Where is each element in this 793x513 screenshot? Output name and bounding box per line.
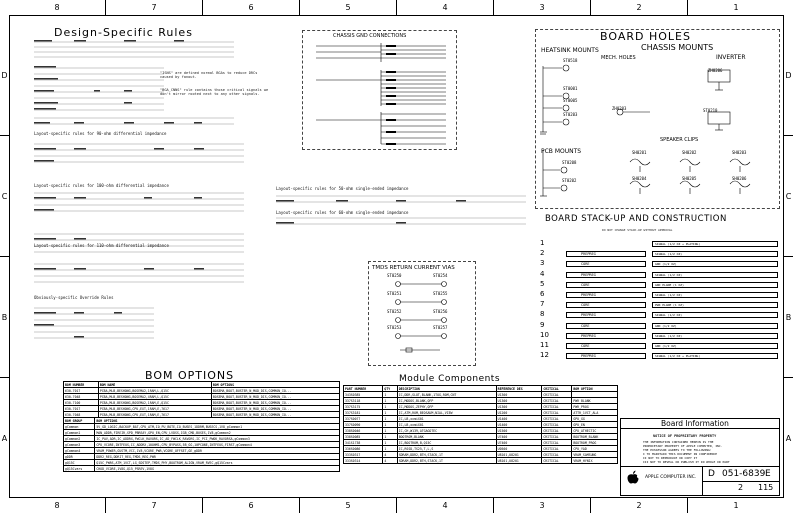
heatsink-mounts-label: HEATSINK MOUNTS bbox=[541, 47, 599, 54]
heatsink-part: ST0518 bbox=[563, 58, 578, 63]
title-block-divider bbox=[620, 466, 780, 467]
module-component-cell: IC,DDR,SLOT,BLANK,1TOG,ROM,CNT bbox=[397, 392, 496, 398]
speaker-clip-part: SH0206 bbox=[732, 176, 747, 181]
module-component-cell: 336S0086 bbox=[344, 446, 383, 452]
bom-option-cell: 630-7017 bbox=[64, 388, 99, 394]
module-component-cell: CRITICAL bbox=[542, 404, 572, 410]
module-component-cell: 1 bbox=[383, 446, 397, 452]
revision: E bbox=[765, 469, 771, 479]
module-component-cell: U7400 bbox=[496, 440, 542, 446]
zone-labels-bottom bbox=[9, 498, 784, 513]
module-component-cell: BOOTROM,BLANK bbox=[397, 434, 496, 440]
sheet-number: 2 bbox=[738, 483, 744, 492]
stackup-subtitle: DO NOT CHANGE STACK-UP WITHOUT APPROVAL bbox=[602, 228, 673, 232]
bom-group-cell: gCommon1 bbox=[64, 430, 95, 436]
bom-option-cell: BOSEMA_BOOT,BUSTER_N_MOD_DIS,COMMON_IO... bbox=[211, 412, 339, 418]
module-component-cell: IC,LB,xxmiX01 bbox=[397, 416, 496, 422]
module-component-cell: 4 bbox=[383, 452, 397, 458]
layer-description: PWR PLANE (1 OZ) bbox=[652, 302, 778, 308]
bom-options-table-wrap bbox=[63, 381, 340, 418]
module-component-cell: CPU_YAD bbox=[572, 446, 618, 452]
module-component-cell: U0500 bbox=[496, 446, 542, 452]
tmds-via-part: ST0256 bbox=[433, 309, 448, 314]
module-component-cell: IC,MODOS,BLANK,QFP bbox=[397, 398, 496, 404]
module-component-cell: CRITICAL bbox=[542, 416, 572, 422]
zone-row-label: D bbox=[785, 70, 792, 80]
module-component-cell: SDRAM,DDR2,BTH,STACK,1T bbox=[397, 452, 496, 458]
module-component-cell: CRITICAL bbox=[542, 398, 572, 404]
section-110-ohm-diff: Layout-specific rules for 110-ohm differential impedance bbox=[34, 243, 169, 248]
speaker-clip-part: SH0205 bbox=[682, 176, 697, 181]
tmds-via-part: ST0250 bbox=[387, 273, 402, 278]
stackup-layer-row bbox=[540, 300, 781, 309]
heatsink-part: ST0001 bbox=[563, 86, 578, 91]
inverter-label: INVERTER bbox=[716, 54, 746, 61]
module-component-cell: CRITICAL bbox=[542, 434, 572, 440]
bom-group-row bbox=[64, 466, 340, 472]
bom-group-cell: gQ15C bbox=[64, 460, 95, 466]
notice-line: THE POSSESSOR AGREES TO THE FOLLOWING: bbox=[643, 448, 712, 452]
module-component-cell: CRITICAL bbox=[542, 392, 572, 398]
notice-line: III NOT TO REVEAL OR PUBLISH IT IN WHOLE OR PART bbox=[643, 460, 730, 464]
heatsink-part: ST0203 bbox=[563, 112, 578, 117]
speaker-clip-part: SH0202 bbox=[682, 150, 697, 155]
bom-groups-table-wrap bbox=[63, 417, 340, 472]
design-rules-note-1: "ISNS" are defined normal BGAs to reduce DRCs caused by fanout. bbox=[160, 71, 258, 80]
module-component-cell: 4 bbox=[383, 458, 397, 464]
layer-number: 11 bbox=[540, 341, 549, 349]
section-60-ohm-single: Layout-specific rules for 60-ohm single-ended impedance bbox=[276, 210, 409, 215]
module-component-cell: IC,LB,xxmiX01 bbox=[397, 422, 496, 428]
layer-number: 4 bbox=[540, 269, 545, 278]
layer-material: PREPREG bbox=[566, 333, 646, 339]
layer-description: GND (1/2 OZ) bbox=[652, 261, 778, 267]
notice-line: I TO MAINTAIN THIS DOCUMENT IN CONFIDENCE bbox=[643, 452, 718, 456]
layer-description: SIGNAL (1/2 OZ) bbox=[652, 312, 778, 318]
tmds-via-part: ST0257 bbox=[433, 325, 448, 330]
pcb-mount-part: ST0208 bbox=[562, 160, 577, 165]
module-component-cell: U1200 bbox=[496, 410, 542, 416]
stackup-layer-row bbox=[540, 259, 781, 268]
zone-col-label: 1 bbox=[687, 498, 784, 513]
module-component-cell: BOOTROM_PROG bbox=[572, 440, 618, 446]
bom-option-cell: PCBA,MLB,BESHONG,CPU,EXT,1RAM,E,7617 bbox=[98, 412, 211, 418]
zone-col-label: 8 bbox=[54, 3, 60, 12]
sheet-divider bbox=[702, 481, 780, 482]
module-component-header-cell: BOM OPTION bbox=[572, 386, 618, 392]
bom-group-cell: CHOD_VCORE,1V8G,Q15_PSREV,1V8G bbox=[95, 466, 340, 472]
board-info-title: Board Information bbox=[661, 419, 729, 428]
bom-group-cell: gCommon2 bbox=[64, 436, 95, 442]
stackup-layer-row bbox=[540, 270, 781, 279]
module-component-cell: PWR_PROG bbox=[572, 404, 618, 410]
drawing-size: D bbox=[708, 469, 715, 479]
module-component-cell: 338S0046 bbox=[344, 428, 383, 434]
layer-material: PREPREG bbox=[566, 251, 646, 257]
stackup-layer-row bbox=[540, 280, 781, 289]
speaker-clips-label: SPEAKER CLIPS bbox=[660, 137, 699, 143]
bom-option-cell: PCBA,MLB,BESHONG,CPU,EXT,1RAM,E,7617 bbox=[98, 406, 211, 412]
module-component-cell: 337S0077 bbox=[344, 416, 383, 422]
tmds-via-part: ST0252 bbox=[387, 309, 402, 314]
bom-option-cell: PCBA,MLB,BESHONG,BOSEMA2,1RAM,L,Q15C bbox=[98, 388, 211, 394]
bom-options-table bbox=[63, 381, 340, 418]
bom-option-cell: 630-7017 bbox=[64, 406, 99, 412]
section-100-ohm-diff: Layout-specific rules for 100-ohm differential impedance bbox=[34, 183, 169, 188]
zone-labels-right bbox=[784, 15, 793, 498]
module-components-table-wrap bbox=[343, 385, 618, 464]
stackup-title: BOARD STACK-UP AND CONSTRUCTION bbox=[545, 214, 727, 224]
module-components-table bbox=[343, 385, 618, 464]
module-component-cell: U1500 bbox=[496, 428, 542, 434]
layer-material: PREPREG bbox=[566, 312, 646, 318]
module-component-cell: 1 bbox=[383, 404, 397, 410]
bom-group-cell: MAN_ADDR,FIREIR,SPD_PBREAY,GPU_EN,CPU_LVDSS,IGB_CMD,BUSES,1V8,gCommon2 bbox=[95, 430, 340, 436]
layer-material: CORE bbox=[566, 343, 646, 349]
bom-group-cell: gCommon bbox=[64, 424, 95, 430]
stackup-layer-row bbox=[540, 239, 781, 248]
module-component-cell: 1 bbox=[383, 422, 397, 428]
module-component-cell: CPU_ATHECTIC bbox=[572, 428, 618, 434]
tmds-via-part: ST0251 bbox=[387, 291, 402, 296]
module-component-cell: 333S0314 bbox=[344, 458, 383, 464]
module-component-cell: U7400 bbox=[496, 434, 542, 440]
module-components-title: Module Components bbox=[399, 374, 501, 384]
module-component-row bbox=[344, 458, 618, 464]
zone-col-label: 7 bbox=[105, 0, 202, 15]
module-component-cell: 1 bbox=[383, 434, 397, 440]
zone-row-label: A bbox=[0, 377, 9, 498]
company-name: APPLE COMPUTER INC. bbox=[645, 475, 697, 480]
inverter-part: ZH0206 bbox=[708, 68, 723, 73]
heatsink-part: ST0005 bbox=[563, 98, 578, 103]
notice-title: NOTICE OF PROPRIETARY PROPERTY bbox=[653, 434, 717, 438]
board-holes-title: BOARD HOLES bbox=[600, 30, 691, 43]
layer-material: PREPREG bbox=[566, 272, 646, 278]
module-component-cell: 1 bbox=[383, 398, 397, 404]
module-component-cell: VRAM_SAMSUNG bbox=[572, 452, 618, 458]
design-rules-title: Design-Specific Rules bbox=[54, 26, 193, 39]
module-component-cell: U8101,U8201 bbox=[496, 452, 542, 458]
zone-row-label: A bbox=[784, 377, 793, 498]
notice-text bbox=[643, 440, 773, 464]
speaker-clip-part: SH0204 bbox=[632, 176, 647, 181]
layer-material: CORE bbox=[566, 261, 646, 267]
module-component-header-cell: PART NUMBER bbox=[344, 386, 383, 392]
stackup-layer-row bbox=[540, 321, 781, 330]
zone-col-label: 5 bbox=[299, 498, 396, 513]
module-component-cell: CRITICAL bbox=[542, 446, 572, 452]
tmds-vias-schematic bbox=[380, 278, 472, 358]
zone-row-label: D bbox=[1, 70, 8, 80]
bom-group-cell: Q15C_PWRS,ATM_1VCT,LG_SDSTEP,TMDS_PHY,BOOTROM_ALIGN,VRAM_RVEC,gQ15Cvars bbox=[95, 460, 340, 466]
chassis-gnd-title: CHASSIS GND CONNECTIONS bbox=[333, 33, 407, 39]
layer-number: 12 bbox=[540, 351, 549, 360]
module-component-cell: 343S0385 bbox=[344, 392, 383, 398]
module-component-cell: PWR BLANK bbox=[572, 398, 618, 404]
module-component-cell: CRITICAL bbox=[542, 422, 572, 428]
module-component-cell: VRAM_HYNIX bbox=[572, 458, 618, 464]
module-component-cell: 337S3175 bbox=[344, 404, 383, 410]
mech-holes-label: MECH. HOLES bbox=[601, 55, 636, 61]
module-component-cell: SDRAM,DDR2,BTH,STACK,1T bbox=[397, 458, 496, 464]
bom-group-cell: gQ15Cvars bbox=[64, 466, 95, 472]
single-ended-table-lines bbox=[276, 192, 536, 232]
layer-number: 3 bbox=[540, 259, 545, 268]
zone-col-label: 1 bbox=[687, 0, 784, 15]
bom-option-cell: BOSEMA_BOOT,BUSTER_N_MOD_DIS,COMMON_IO... bbox=[211, 406, 339, 412]
module-component-cell: U1300 bbox=[496, 398, 542, 404]
module-component-cell: ATTR_1VCT_ALA bbox=[572, 410, 618, 416]
bom-option-cell: BOSEMA_BOOT,BUSTER_N_MOD_DIS,COMMON_IO... bbox=[211, 400, 339, 406]
module-component-cell: CRITICAL bbox=[542, 440, 572, 446]
layer-description: SIGNAL (1/2 OZ) bbox=[652, 292, 778, 298]
layer-description: SIGNAL (1/2 OZ) bbox=[652, 251, 778, 257]
section-50-ohm-single: Layout-specific rules for 50-ohm single-ended impedance bbox=[276, 186, 409, 191]
speaker-clip-part: SH0201 bbox=[632, 150, 647, 155]
layer-number: 8 bbox=[540, 310, 545, 319]
layer-material: CORE bbox=[566, 282, 646, 288]
notice-line: PROPRIETARY PROPERTY OF APPLE COMPUTER, INC. bbox=[643, 444, 723, 448]
tmds-via-part: ST0254 bbox=[433, 273, 448, 278]
module-component-header-cell: REFERENCE DES bbox=[496, 386, 542, 392]
board-info-divider bbox=[620, 428, 780, 429]
drawing-number: 051-6839 bbox=[722, 469, 766, 479]
module-component-cell: IC,CH,W139,ATGAGOTEC bbox=[397, 428, 496, 434]
layer-material: CORE bbox=[566, 302, 646, 308]
module-component-cell: CRITICAL bbox=[542, 428, 572, 434]
pcb-mounts-label: PCB MOUNTS bbox=[541, 148, 582, 155]
layer-number: 6 bbox=[540, 290, 545, 298]
layer-description: SIGNAL (1/2 OZ + PLATING) bbox=[652, 353, 778, 359]
mech-hole-part: ZH0203 bbox=[612, 106, 627, 111]
bom-group-header-cell: BOM GROUP bbox=[64, 418, 95, 424]
module-component-cell: IC,RSSD,TS25,T,L,S bbox=[397, 446, 496, 452]
module-component-cell: 1 bbox=[383, 416, 397, 422]
module-component-cell: CRITICAL bbox=[542, 458, 572, 464]
notice-line: THE INFORMATION CONTAINED HEREIN IS THE bbox=[643, 440, 714, 444]
board-holes-schematic bbox=[540, 60, 778, 206]
bom-option-cell: 630-7048 bbox=[64, 394, 99, 400]
bom-options-title: BOM OPTIONS bbox=[145, 369, 235, 382]
tmds-via-part: ST0255 bbox=[433, 291, 448, 296]
zone-col-label: 3 bbox=[493, 0, 590, 15]
module-component-cell: 1 bbox=[383, 410, 397, 416]
zone-col-label: 2 bbox=[590, 0, 687, 15]
zone-col-label: 5 bbox=[299, 0, 396, 15]
zone-row-label: C bbox=[0, 135, 9, 256]
module-component-cell: U8101,U8201 bbox=[496, 458, 542, 464]
bom-group-header-cell: BOM OPTIONS bbox=[95, 418, 340, 424]
module-component-cell: 337S0090 bbox=[344, 422, 383, 428]
bom-group-cell: 5V_GD_LOGIC,BACKUP_BAT,CPU_ATM,IO_PU_BOTE,IO_BUSES_1DDRM,BUSECS,1V8_gCommon1 bbox=[95, 424, 340, 430]
layer-description: SIGNAL (1/2 OZ) bbox=[652, 333, 778, 339]
stackup-layer-row bbox=[540, 249, 781, 258]
bom-option-header-cell: BOM NUMBER bbox=[64, 382, 99, 388]
bom-group-cell: IC_PAV,ADR,IC_ADDRX,FWCLK_RAVORS,IC_AD_FWCLK_RAVORS,IC_PCI_PWOK_RAVORSA,gCommon3 bbox=[95, 436, 340, 442]
chassis-gnd-schematic bbox=[306, 40, 454, 148]
bom-groups-table bbox=[63, 417, 340, 472]
bom-group-cell: CPU_VCORE,INTFEUS,IC_ADDRX,10OHM1,CPU_BYPASS,5B_GG,10PCONE,INTFEUS,FIRST,gCommon4 bbox=[95, 442, 340, 448]
module-component-cell: GPU_EN bbox=[572, 422, 618, 428]
layer-description: GND (1/2 OZ) bbox=[652, 323, 778, 329]
layer-description: GND (1/2 OZ) bbox=[652, 343, 778, 349]
module-component-cell: GPU_GG bbox=[572, 416, 618, 422]
stackup-layer-row bbox=[540, 290, 781, 299]
module-component-cell: BOOTROM_BLANK bbox=[572, 434, 618, 440]
module-component-cell: 1 bbox=[383, 428, 397, 434]
layer-number: 7 bbox=[540, 300, 545, 309]
stackup-layer-row bbox=[540, 341, 781, 350]
layer-description: SIGNAL (1/2 OZ + PLATING) bbox=[652, 241, 778, 247]
module-component-cell: IC,BOOTROM,B,Q15C bbox=[397, 440, 496, 446]
module-component-cell: 1 bbox=[383, 392, 397, 398]
zone-col-label: 7 bbox=[105, 498, 202, 513]
zone-row-label: B bbox=[0, 256, 9, 377]
bom-group-cell: gDDR bbox=[64, 454, 95, 460]
bom-option-cell: BOSEMA_BOOT,BUSTER_N_MOD_DIS,COMMON_IO... bbox=[211, 388, 339, 394]
zone-labels-left bbox=[0, 15, 9, 498]
design-rules-table-lines bbox=[14, 38, 284, 358]
bom-group-cell: gCommon4 bbox=[64, 448, 95, 454]
module-component-cell: U1300 bbox=[496, 404, 542, 410]
module-component-cell: CRITICAL bbox=[542, 410, 572, 416]
module-component-cell: 337S3181 bbox=[344, 410, 383, 416]
zone-col-label: 4 bbox=[396, 0, 493, 15]
chassis-mounts-label: CHASSIS MOUNTS bbox=[641, 43, 714, 52]
module-component-cell: U1400 bbox=[496, 416, 542, 422]
module-component-cell: U1300 bbox=[496, 392, 542, 398]
section-90-ohm-diff: Layout-specific rules for 90-ohm differential impedance bbox=[34, 131, 167, 136]
module-component-header-cell: DESCRIPTION bbox=[397, 386, 496, 392]
layer-number: 5 bbox=[540, 279, 545, 288]
design-rules-note-2: "BGA_CNNS" rule contains those critical signals we don't mirror rooted next to any other signals. bbox=[160, 88, 269, 97]
module-component-cell: 341S1738 bbox=[344, 440, 383, 446]
module-component-cell: CRITICAL bbox=[542, 452, 572, 458]
module-component-header-cell: CRITICAL bbox=[542, 386, 572, 392]
bom-group-cell: VRAM_POWER,GUSTM,VCC,1V8,VCORE_PWR,VCORE_OFFSET,GE_gDDR bbox=[95, 448, 340, 454]
pcb-mount-part: ST0202 bbox=[562, 178, 577, 183]
module-component-cell: 338S0085 bbox=[344, 434, 383, 440]
bom-option-cell: 630-7048 bbox=[64, 412, 99, 418]
layer-material: PREPREG bbox=[566, 292, 646, 298]
module-component-cell: IC,ATM,ROM,BEOSAUM,NIAL,VIEW bbox=[397, 410, 496, 416]
layer-number: 10 bbox=[540, 330, 549, 339]
bom-group-cell: DDR2_REG,DDRIT_REG,TMDS_REG,PWR bbox=[95, 454, 340, 460]
zone-row-label: C bbox=[784, 135, 793, 256]
module-component-cell: U1400 bbox=[496, 422, 542, 428]
stackup-layer-row bbox=[540, 331, 781, 340]
bom-option-cell: BOSEMA_BOOT,BUSTER_N_MOD_DIS,COMMON_IO... bbox=[211, 394, 339, 400]
module-component-cell: 1 bbox=[383, 440, 397, 446]
zone-col-label: 4 bbox=[396, 498, 493, 513]
bom-option-header-cell: BOM OPTIONS bbox=[211, 382, 339, 388]
apple-logo-icon bbox=[627, 470, 639, 484]
inverter-part: ST0210 bbox=[703, 108, 718, 113]
layer-description: SIGNAL (1/2 OZ) bbox=[652, 272, 778, 278]
bom-group-cell: gCommon3 bbox=[64, 442, 95, 448]
layer-material: CORE bbox=[566, 323, 646, 329]
bom-option-cell: PCBA,MLB,BESHONG,BOSEMA2,1RAM,E,Q15C bbox=[98, 400, 211, 406]
bom-option-cell: PCBA,MLB,BESHONG,BOSEMA2,4RAM,L,Q15C bbox=[98, 394, 211, 400]
module-component-cell: IC,MODOS,ZEPHY,QFP bbox=[397, 404, 496, 410]
layer-number: 1 bbox=[540, 239, 545, 247]
bom-option-header-cell: BOM NAME bbox=[98, 382, 211, 388]
section-override-rules: Obviously-specific Override Rules bbox=[34, 295, 114, 300]
layer-number: 9 bbox=[540, 320, 545, 329]
layer-material: PREPREG bbox=[566, 353, 646, 359]
bom-option-cell: 630-7100 bbox=[64, 400, 99, 406]
stackup-layer-row bbox=[540, 351, 781, 360]
layer-description: GND PLANE (1 OZ) bbox=[652, 282, 778, 288]
stackup-layer-row bbox=[540, 310, 781, 319]
zone-labels-top bbox=[9, 0, 784, 15]
tmds-via-part: ST0253 bbox=[387, 325, 402, 330]
zone-row-label: B bbox=[784, 256, 793, 377]
zone-col-label: 8 bbox=[54, 501, 60, 510]
module-component-cell: 333S0317 bbox=[344, 452, 383, 458]
zone-col-label: 6 bbox=[202, 498, 299, 513]
speaker-clip-part: SH0203 bbox=[732, 150, 747, 155]
zone-col-label: 6 bbox=[202, 0, 299, 15]
zone-col-label: 2 bbox=[590, 498, 687, 513]
module-component-header-cell: QTY bbox=[383, 386, 397, 392]
layer-number: 2 bbox=[540, 249, 545, 258]
sheet-count: 115 bbox=[758, 483, 774, 492]
tmds-vias-title: TMDS RETURN CURRENT VIAS bbox=[372, 265, 455, 271]
module-component-cell: 337S3118 bbox=[344, 398, 383, 404]
zone-col-label: 3 bbox=[493, 498, 590, 513]
notice-line: II NOT TO REPRODUCE OR COPY IT bbox=[643, 456, 698, 460]
